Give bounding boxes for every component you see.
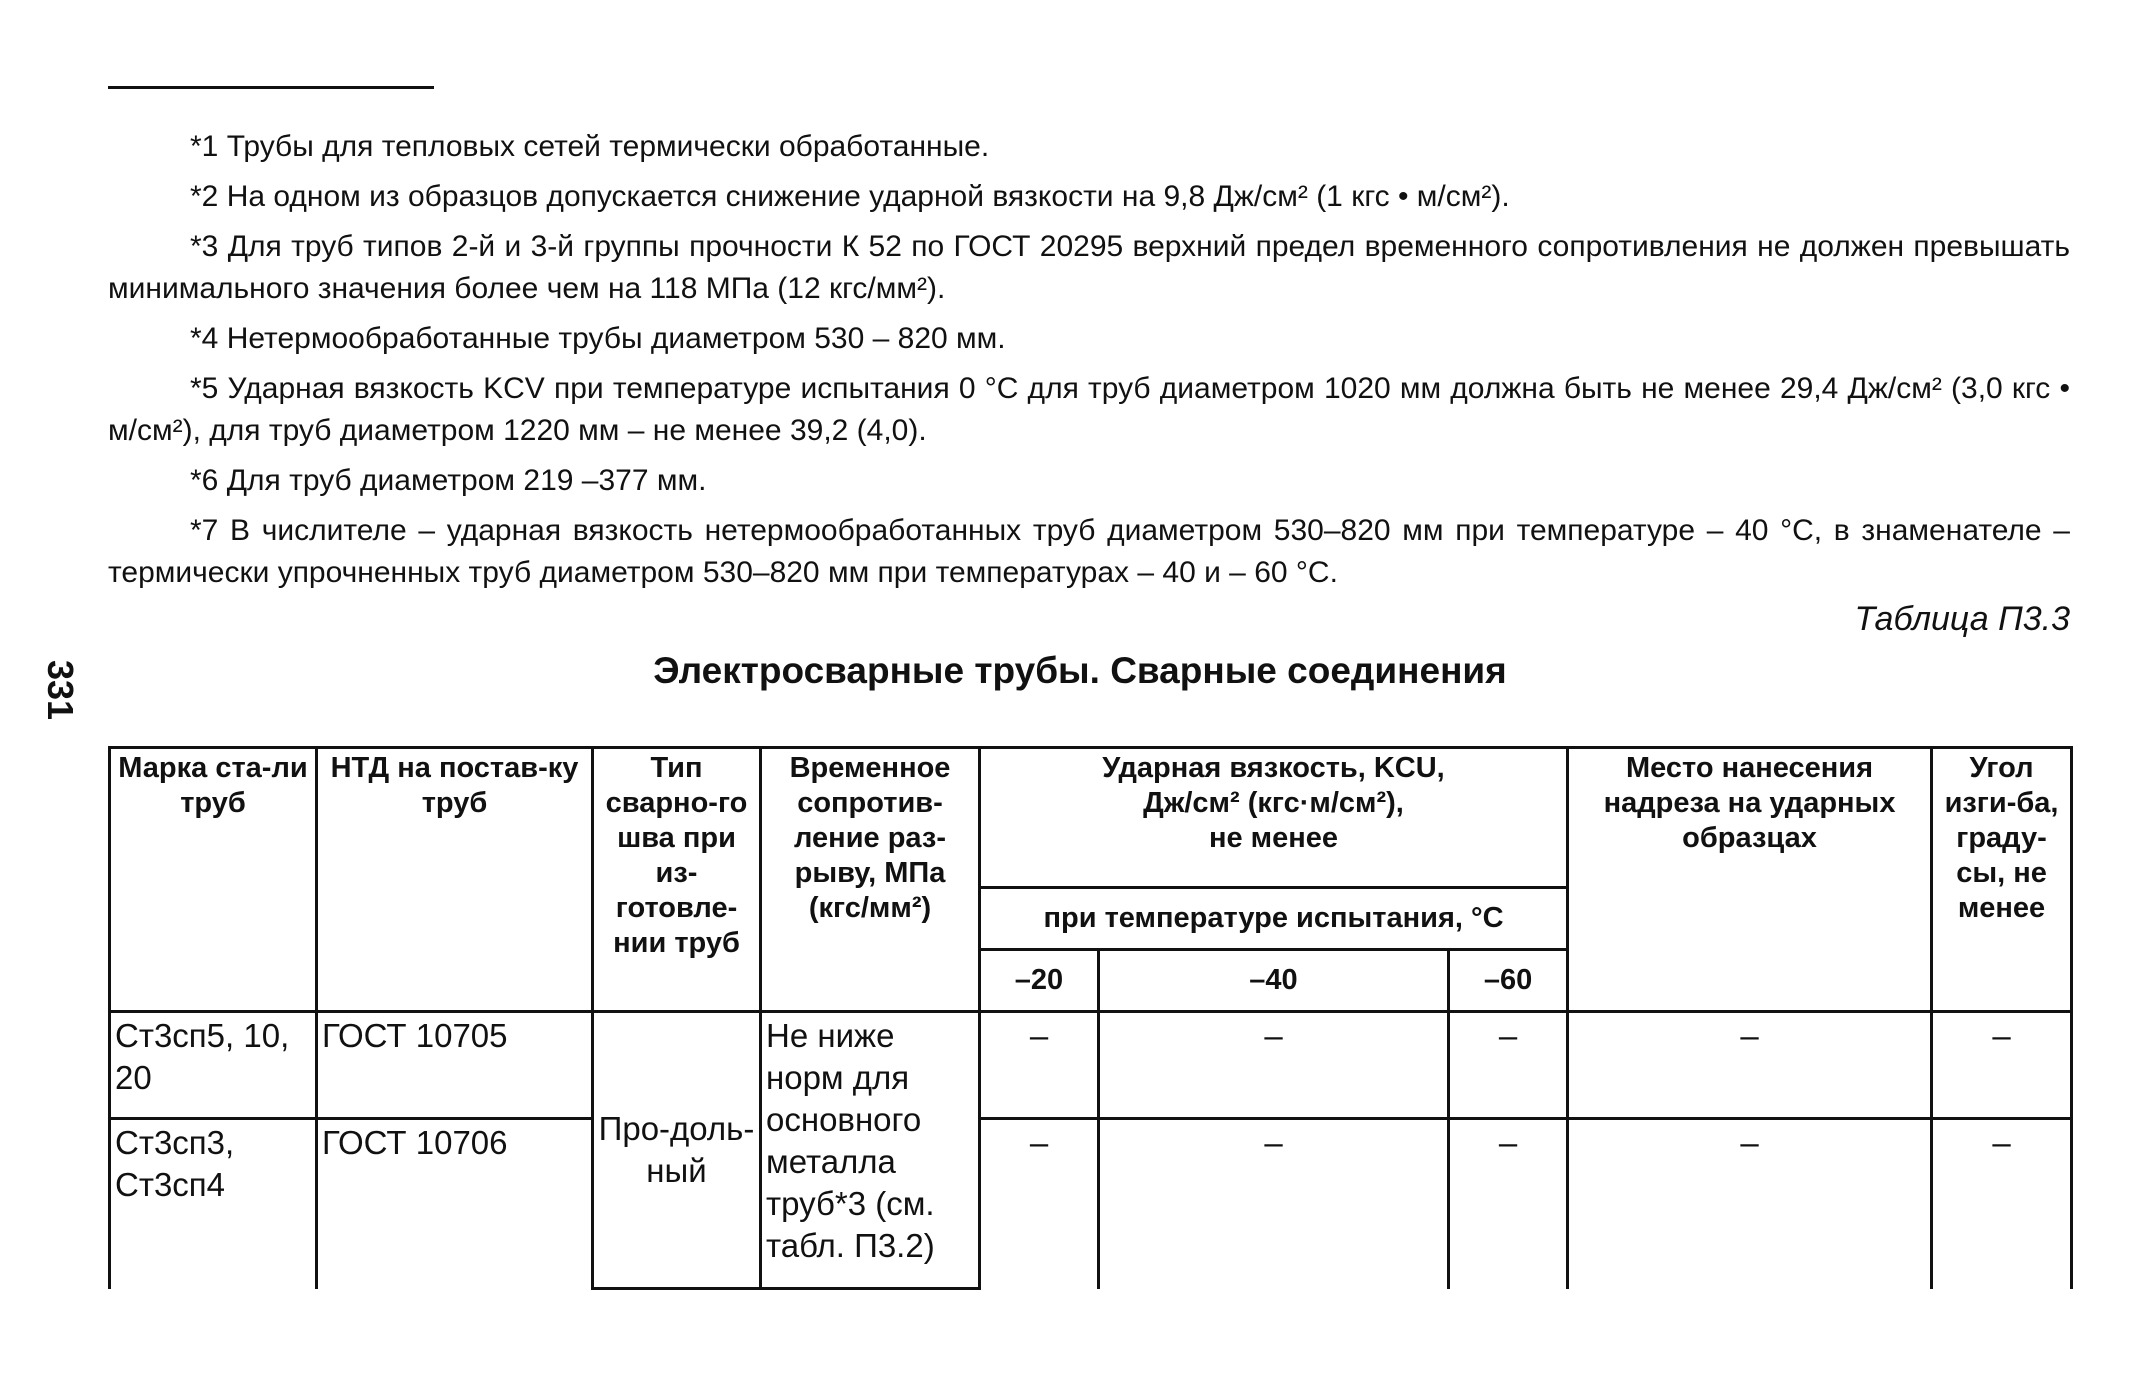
impact-line-1: Ударная вязкость, KCU, bbox=[1102, 752, 1445, 784]
pipes-table bbox=[108, 746, 2073, 1290]
table-row bbox=[110, 1119, 2072, 1289]
cell-temp-minus-60: – bbox=[1449, 1012, 1568, 1119]
cell-ntd: ГОСТ 10705 bbox=[317, 1012, 593, 1119]
cell-notch-location: – bbox=[1568, 1119, 1932, 1289]
footnote-6 bbox=[108, 460, 2070, 502]
footnote-text: Для труб типов 2-й и 3-й группы прочности К 52 по ГОСТ 20295 верхний предел временного сопротивления не должен превышать минимального значения более чем на 118 МПа (12 кгс/мм²). bbox=[108, 230, 2070, 305]
tensile-strength-label: Временное сопротив-ление раз-рыву, МПа (кгс/мм²) bbox=[789, 752, 951, 924]
footnote-mark: *5 bbox=[190, 372, 219, 405]
footnote-2 bbox=[108, 176, 2070, 218]
tensile-strength-value: Не ниже норм для основного металла труб*3 (см. табл. П3.2) bbox=[766, 1017, 935, 1264]
footnote-5 bbox=[108, 368, 2070, 452]
footnote-mark: *3 bbox=[190, 230, 219, 263]
header-weld-type: Тип сварно-го шва при из-готовле-нии труб bbox=[593, 748, 761, 1012]
header-notch-location: Место нанесения надреза на ударных образцах bbox=[1568, 748, 1932, 1012]
footnote-1 bbox=[108, 126, 2070, 168]
header-temp-minus-20: –20 bbox=[980, 950, 1099, 1012]
cell-temp-minus-40: – bbox=[1099, 1012, 1449, 1119]
cell-temp-minus-20: – bbox=[980, 1012, 1099, 1119]
cell-bend-angle: – bbox=[1932, 1119, 2072, 1289]
footnote-text: Ударная вязкость KCV при температуре испытания 0 °С для труб диаметром 1020 мм должна быть не менее 29,4 Дж/см² (3,0 кгс • м/см²), для труб диаметром 1220 мм – не менее 39,2 (4,0). bbox=[108, 372, 2070, 447]
footnote-mark: *7 bbox=[190, 514, 219, 547]
header-steel-grade: Марка ста-ли труб bbox=[110, 748, 317, 1012]
impact-line-2: Дж/см² (кгс·м/см²), bbox=[1143, 787, 1404, 819]
cell-temp-minus-60: – bbox=[1449, 1119, 1568, 1289]
header-ntd: НТД на постав-ку труб bbox=[317, 748, 593, 1012]
header-tensile-strength bbox=[761, 748, 980, 1012]
cell-notch-location: – bbox=[1568, 1012, 1932, 1119]
footnote-mark: *1 bbox=[190, 130, 219, 163]
footnote-mark: *4 bbox=[190, 322, 219, 355]
cell-weld-type: Про-доль-ный bbox=[593, 1012, 761, 1289]
footnote-text: Для труб диаметром 219 –377 мм. bbox=[226, 464, 707, 497]
footnote-4 bbox=[108, 318, 2070, 360]
footnotes bbox=[108, 126, 2070, 602]
page-number: 331 bbox=[40, 659, 81, 721]
table-row bbox=[110, 1012, 2072, 1119]
cell-bend-angle: – bbox=[1932, 1012, 2072, 1119]
footnote-text: Нетермообработанные трубы диаметром 530 – 820 мм. bbox=[226, 322, 1006, 355]
footnote-text: В числителе – ударная вязкость нетермообработанных труб диаметром 530–820 мм при температуре – 40 °С, в знаменателе – термически упрочненных труб диаметром 530–820 мм при температурах – 40 и – 60 °С. bbox=[108, 514, 2070, 589]
header-impact-strength bbox=[980, 748, 1568, 888]
cell-ntd: ГОСТ 10706 bbox=[317, 1119, 593, 1289]
header-test-temperature: при температуре испытания, °С bbox=[980, 888, 1568, 950]
cell-temp-minus-40: – bbox=[1099, 1119, 1449, 1289]
cell-steel-grade: Ст3сп5, 10, 20 bbox=[110, 1012, 317, 1119]
footnote-3 bbox=[108, 226, 2070, 310]
footnote-7 bbox=[108, 510, 2070, 594]
table-title: Электросварные трубы. Сварные соединения bbox=[653, 650, 1507, 691]
header-temp-minus-40: –40 bbox=[1099, 950, 1449, 1012]
footnote-separator bbox=[108, 86, 434, 89]
footnote-mark: *2 bbox=[190, 180, 219, 213]
cell-temp-minus-20: – bbox=[980, 1119, 1099, 1289]
header-temp-minus-60: –60 bbox=[1449, 950, 1568, 1012]
footnote-mark: *6 bbox=[190, 464, 219, 497]
header-bend-angle: Угол изги-ба, граду-сы, не менее bbox=[1932, 748, 2072, 1012]
footnote-text: На одном из образцов допускается снижение ударной вязкости на 9,8 Дж/см² (1 кгс • м/см²). bbox=[226, 180, 1510, 213]
cell-tensile-strength bbox=[761, 1012, 980, 1289]
impact-line-3: не менее bbox=[1208, 822, 1339, 854]
cell-steel-grade: Ст3сп3, Ст3сп4 bbox=[110, 1119, 317, 1289]
footnote-text: Трубы для тепловых сетей термически обработанные. bbox=[226, 130, 990, 163]
table-label: Таблица П3.3 bbox=[1854, 600, 2070, 638]
